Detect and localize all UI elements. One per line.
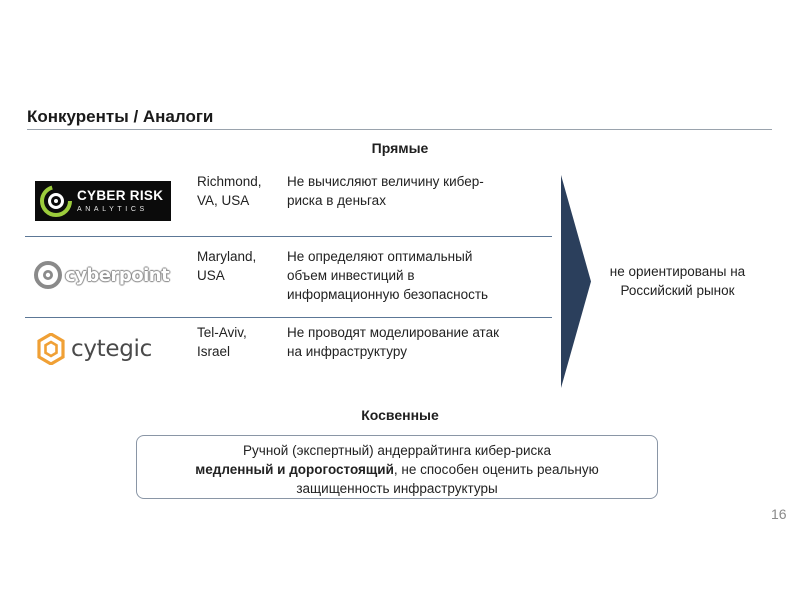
cyberpoint-logo (25, 237, 180, 317)
competitor-description (287, 323, 549, 361)
cyber-risk-analytics-logo (25, 168, 180, 236)
description-line: Не вычисляют величину кибер- (287, 174, 484, 189)
competitor-location (197, 323, 282, 361)
location-line: VA, USA (197, 193, 250, 208)
description-line: Не определяют оптимальный (287, 249, 473, 264)
cyber-risk-emblem-icon (39, 184, 73, 218)
description-line: информационную безопасность (287, 287, 489, 302)
indirect-line-rest: , не способен оценить реальную (393, 462, 599, 477)
competitor-description (287, 247, 549, 304)
cytegic-wordmark: cytegic (71, 336, 152, 362)
location-line: Tel-Aviv, (197, 325, 247, 340)
competitor-row-cyber-risk-analytics (25, 168, 552, 236)
slide-title: Конкуренты / Аналоги (27, 107, 214, 126)
direct-conclusion (595, 262, 760, 300)
competitor-location (197, 247, 282, 285)
indirect-competitors-box (136, 435, 658, 499)
conclusion-line: не ориентированы на (609, 264, 746, 279)
title-divider (27, 129, 772, 130)
cytegic-emblem-icon (37, 333, 65, 365)
indirect-line: Ручной (экспертный) андеррайтинга кибер-риска (243, 443, 551, 458)
indirect-competitors-heading: Косвенные (361, 407, 439, 423)
location-line: Richmond, (197, 174, 262, 189)
cyber-risk-logo-wordmark: CYBER RISK (77, 187, 164, 203)
cytegic-logo (25, 318, 180, 388)
competitor-location (197, 172, 282, 210)
description-line: на инфраструктуру (287, 344, 407, 359)
competitor-row-cytegic (25, 318, 552, 388)
competitor-description (287, 172, 549, 210)
cyberpoint-wordmark: cyberpoint (65, 264, 170, 286)
location-line: USA (197, 268, 225, 283)
location-line: Israel (197, 344, 231, 359)
description-line: риска в деньгах (287, 193, 386, 208)
cyberpoint-emblem-icon (33, 260, 63, 290)
page-number: 16 (771, 506, 787, 522)
indirect-line: защищенность инфраструктуры (296, 481, 498, 496)
location-line: Maryland, (197, 249, 257, 264)
description-line: объем инвестиций в (287, 268, 415, 283)
competitor-row-cyberpoint (25, 237, 552, 317)
description-line: Не проводят моделирование атак (287, 325, 499, 340)
indirect-line (137, 460, 657, 479)
indirect-emphasis: медленный и дорогостоящий (195, 462, 394, 477)
conclusion-line: Российский рынок (620, 283, 735, 298)
conclusion-arrow-icon (561, 175, 591, 388)
analytics-logo-wordmark: ANALYTICS (77, 206, 148, 214)
direct-competitors-heading: Прямые (371, 140, 429, 156)
